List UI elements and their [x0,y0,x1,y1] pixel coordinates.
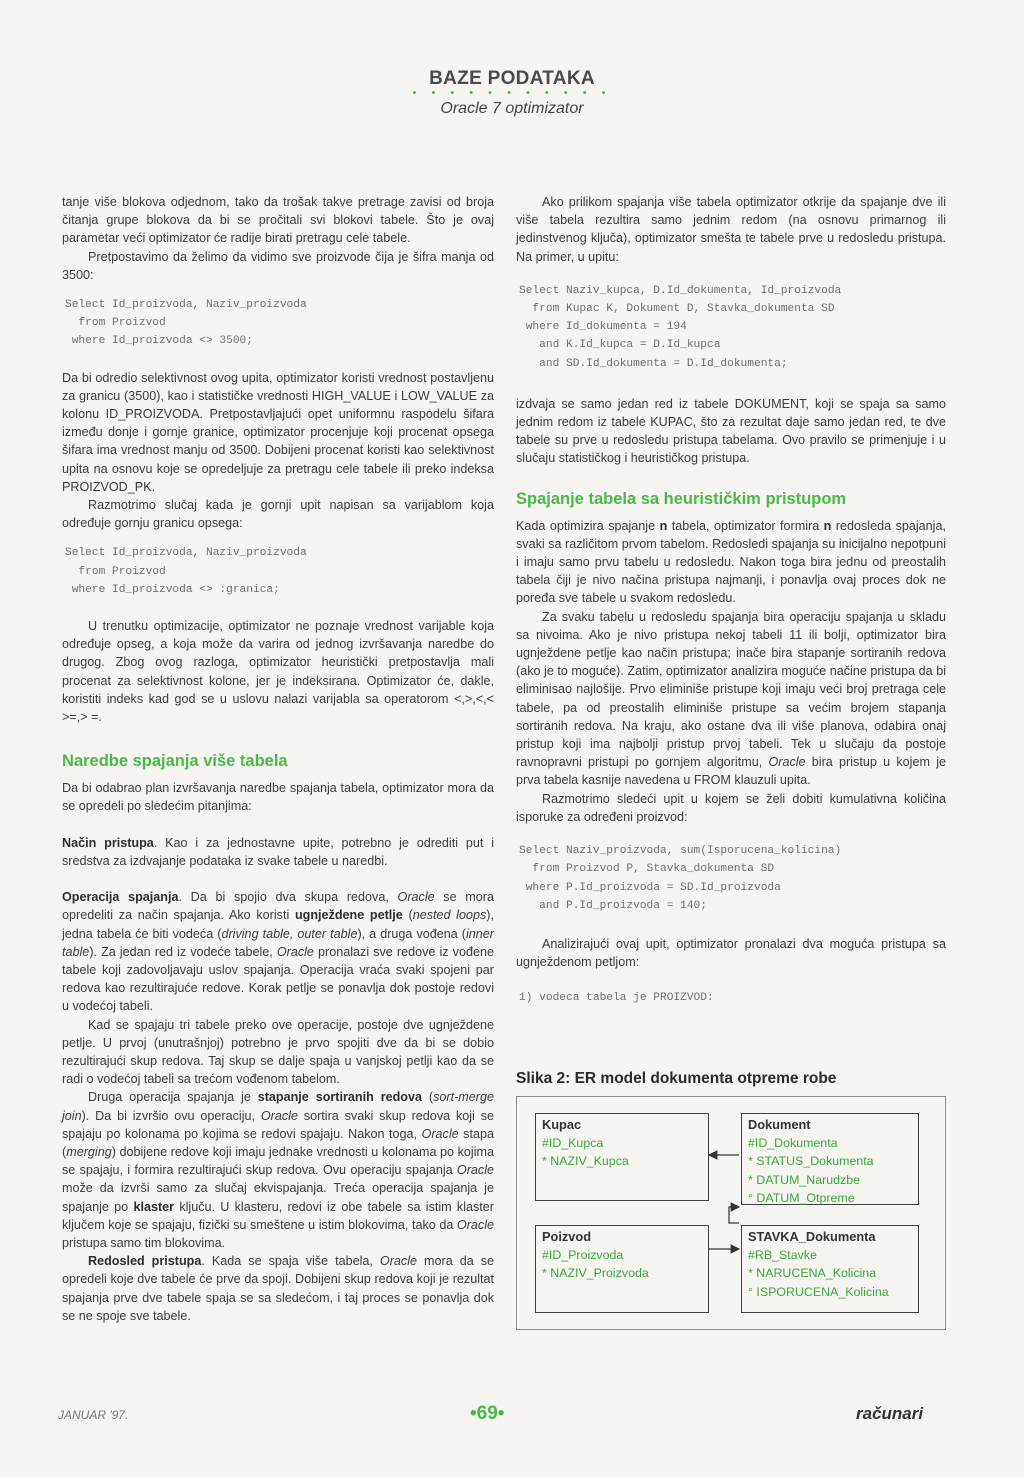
text: Oracle [768,755,806,770]
text: Za svaku tabelu u redosledu spajanja bira operaciju spajanja u skladu sa nivoima. Ako je nivo pristupa nekoj tabeli 11 ili bolji, optimizator bira ugnježdene petlje kao način pristupa; inače bira stapanje sortiranih redova (ako je to moguće). Zatim, optimizator analizira moguće načine pristupa da bi eliminisao najlošije. Prvo eliminiše pristupe koji imaju veći broj pretraga cele tabele, pa od preostalih eliminiše pristupe sa većim brojem stapanja sortiranih redova. Na kraju, ako ostane dva ili više planova, odabira onaj pristup koji ima najbolji pristup prvoj tabeli. Tek u slučaju da postoje ravnopravni pristupi po gornjem algoritmu, [516,609,946,770]
text: Oracle [260,1108,298,1123]
code-block: 1) vodeca tabela je PROIZVOD: [519,992,714,1005]
term-bold: Operacija spajanja [62,890,179,905]
text: Kada optimizira spajanje [516,518,660,533]
paragraph: Kad se spajaju tri tabele preko ove operacije, postoje dve ugnježdene petlje. U prvoj (unutrašnjoj) potrebno je prvo spojiti dve da bi se dobio rezultirajući skup redova. Taj skup se dalje spaja u vanjskoj petlji kao da se radi o vodećoj tabeli sa trećom vođenom tabelom. [62,1017,494,1087]
dotted-divider: • • • • • • • • • • • [412,87,612,99]
entity-name: STAVKA_Dokumenta [748,1228,876,1244]
term-bold: stapanje sortiranih redova [257,1090,422,1105]
entity-attribute: * NAZIV_Kupca [542,1154,629,1169]
paragraph [62,834,494,870]
text: Oracle [276,944,314,959]
article-subtitle: Oracle 7 optimizator [440,100,584,117]
text: Druga operacija spajanja je [88,1090,258,1105]
term-bold: Način pristupa [62,835,154,850]
text: ). Za jedan red iz vodeće tabele, [89,944,277,959]
code-block: Select Id_proizvoda, Naziv_proizvoda from Proizvod where Id_proizvoda <> :granica; [65,547,307,596]
text: ), a druga vođena ( [357,926,466,941]
paragraph [62,1088,494,1252]
text: ) dobijene redove koji imaju jednake vrednosti u kolonama po kojima se spajaju, i formira rezultirajući skup redova. Ovu operaciju spajanja [62,1144,494,1178]
entity-attribute: ° ISPORUCENA_Kolicina [748,1284,889,1299]
text: redosleda spajanja, svaki sa različitom prvom tabelom. Redosledi spajanja su inicijalno nepotpuni i imaju samo prvu tabelu u redosledu. Nakon toga bira jednu od preostalih tabela čiji je nivo načina pristupa najmanji, i ponavlja ovaj proces dok ne poređa sve tabele u svakom redosledu. [516,518,946,606]
right-column [516,193,946,1330]
text: ( [422,1090,434,1105]
entity-kupac [535,1113,709,1201]
term-bold: klaster [133,1199,175,1214]
paragraph: Razmotrimo slučaj kada je gornji upit napisan sa varijablom koja određuje gornju granicu opsega: [62,498,494,531]
paragraph: izdvaja se samo jedan red iz tabele DOKUMENT, koji se spaja sa samo jednim redom iz tabele KUPAC, što za rezultat daje samo jedan red, te dve tabele su prve u redosledu pristupa tabelama. Ovo pravilo se primenjuje i u slučaju statističkog i heurističkog pristupa. [516,396,946,466]
term-bold: Redosled pristupa [88,1254,202,1269]
page-number: •69• [470,1403,505,1424]
text: nested loops [412,908,487,923]
text: stapa ( [62,1126,494,1159]
text: ). Da bi izvršio ovu operaciju, [81,1108,261,1123]
text: pronalazi sve redove iz vođene tabele koji zadovoljavaju uslov spajanja. Operacija vraća svaki spojeni par redova kao rezultirajuće redove. Korak petlje se ponavlja dok postoje redovi u vodećoj tabeli. [62,944,494,1014]
term-bold: n [823,518,832,533]
text: Oracle [397,890,435,905]
paragraph: Analizirajući ovaj upit, optimizator pronalazi dva moguća pristupa sa ugnježdenom petljom: [516,936,946,970]
arrow-stavka-to-dokument [729,1207,739,1223]
text: . Kao i za jednostavne upite, potrebno je odrediti put i sredstva za izdvajanje podataka iz svake tabele u naredbi. [62,835,494,868]
entity-name: Poizvod [542,1228,592,1244]
text: merging [66,1144,112,1159]
text: sortira svaki skup redova koji se spajaju po kolonama po kojima se redovi spajaju. Nakon toga, [62,1108,494,1141]
text: mora da se opredeli koje dve tabele će prve da spoji. Dobijeni skup redova koji je rezultat spajanja prve dve tabele spaja se sa sledećom, i taj proces se ponavlja dok se ne spoje sve tabele. [62,1254,494,1323]
text: Oracle [421,1126,459,1141]
paragraph: Razmotrimo sledeći upit u kojem se želi dobiti kumulativna količina isporuke za određeni proizvod: [516,791,946,824]
paragraph: tanje više blokova odjednom, tako da trošak takve pretrage zavisi od broja čitanja grupe blokova da bi se pročitali svi blokovi tabele. Što je ovaj parametar veći optimizator će radije birati pretragu cele tabele. [62,195,494,246]
entity-name: Dokument [748,1116,811,1132]
entity-stavka-dokumenta [741,1225,919,1313]
paragraph: U trenutku optimizacije, optimizator ne poznaje vrednost varijable koja određuje opseg, a koja može da varira od jednog izvršavanja naredbe do drugog. Zbog ovog razloga, optimizator heuristički pretpostavlja mali procenat za selektivnost kolone, jer je indeksirana. Optimizator će, dakle, koristiti indeks kad god se u uslovu nalazi varijabla sa operatorom <,>,<,< >=,> =. [62,619,494,725]
paragraph [516,517,946,608]
entity-dokument [741,1113,919,1205]
text: inner table [62,926,495,959]
entity-attribute: ° DATUM_Otpreme [748,1191,855,1206]
paragraph [516,608,946,790]
entity-attribute: #ID_Proizvoda [542,1247,624,1262]
magazine-name: računari [856,1404,924,1423]
entity-attribute: * NAZIV_Proizvoda [542,1266,649,1281]
entity-attribute: * DATUM_Narudzbe [748,1172,861,1187]
paragraph: Pretpostavimo da želimo da vidimo sve proizvode čija je šifra manja od 3500: [62,249,494,282]
footer-date: JANUAR '97. [58,1408,129,1422]
term-bold: n [659,518,668,533]
entity-proizvod [535,1225,709,1313]
code-block: Select Id_proizvoda, Naziv_proizvoda from Proizvod where Id_proizvoda <> 3500; [65,299,307,348]
code-block: Select Naziv_proizvoda, sum(Isporucena_kolicina) from Proizvod P, Stavka_dokumenta SD where P.Id_proizvoda = SD.Id_proizvoda and P.Id_proizvoda = 140; [519,845,842,912]
text: driving table, outer table [221,926,358,941]
page-header [0,68,1024,118]
er-diagram [516,1096,946,1330]
text: . Kada se spaja više tabela, [201,1254,380,1269]
paragraph: Ako prilikom spajanja više tabela optimizator otkrije da spajanje dve ili više tabela rezultira samo jednim redom (na osnovu primarnog ili jedinstvenog ključa), optimizator smešta te tabele prve u redosledu pristupa. Na primer, u upitu: [516,195,946,264]
paragraph [62,1252,494,1325]
text: pristupa samo tim blokovima. [62,1235,226,1250]
text: tabela, optimizator formira [667,518,824,533]
entity-attribute: * NARUCENA_Kolicina [748,1266,877,1281]
text: se mora opredeliti za način spajanja. Ako koristi [62,890,494,923]
text: Oracle [456,1217,494,1232]
section-heading: Spajanje tabela sa heurističkim pristupom [516,489,847,508]
paragraph: Da bi odabrao plan izvršavanja naredbe spajanja tabela, optimizator mora da se opredeli po sledećim pitanjima: [62,781,494,814]
paragraph: Da bi odredio selektivnost ovog upita, optimizator koristi vrednost postavljenu za granicu (3500), kao i statističke vrednosti HIGH_VALUE i LOW_VALUE za kolonu ID_PROIZVODA. Pretpostavljajući opet uniformnu raspodelu šifara između donje i gornje granice, optimizator procenjuje koji procenat opsega šifara ima vrednost manju od 3500. Dobijeni procenat koristi kao selektivnost upita na osnovu koje se opredeljuje za pretragu cele tabele ili preko indeksa PROIZVOD_PK. [62,370,494,494]
text: bira pristup u kojem je prva tabela kasnije navedena u FROM klauzuli upita. [516,755,946,788]
section-heading: Naredbe spajanja više tabela [62,752,288,771]
text: . Da bi spojio dva skupa redova, [178,890,398,905]
entity-name: Kupac [542,1116,582,1132]
text: ključu. U klasteru, redovi iz obe tabele sa istim klaster ključem koje se spajaju, fizički su smeštene u istim blokovima, tako da [62,1199,495,1232]
code-block: Select Naziv_kupca, D.Id_dokumenta, Id_proizvoda from Kupac K, Dokument D, Stavka_dokumenta SD where Id_dokumenta = 194 and K.Id_kupca = D.Id_kupca and SD.Id_dokumenta = D.Id_dokumenta; [519,284,842,370]
section-title: BAZE PODATAKA [429,68,595,89]
text: ), jedna tabela će biti vodeća ( [62,908,494,941]
text: Oracle [379,1254,417,1269]
entity-attribute: #ID_Dokumenta [748,1135,838,1150]
figure-caption: Slika 2: ER model dokumenta otpreme robe [516,1069,837,1087]
term-bold: ugnježdene petlje [294,908,403,923]
text: može da izvrši samo za slučaj ekvispajanja. Treća operacija spajanja je spajanje po [62,1181,494,1214]
left-column [62,193,494,1340]
paragraph [62,888,494,1015]
text: ( [402,908,413,923]
text: sort-merge join [62,1090,494,1123]
er-diagram-figure [516,1070,946,1330]
text: Oracle [456,1163,494,1178]
entity-attribute: * STATUS_Dokumenta [748,1154,874,1169]
entity-attribute: #RB_Stavke [748,1247,817,1262]
entity-attribute: #ID_Kupca [542,1135,604,1150]
